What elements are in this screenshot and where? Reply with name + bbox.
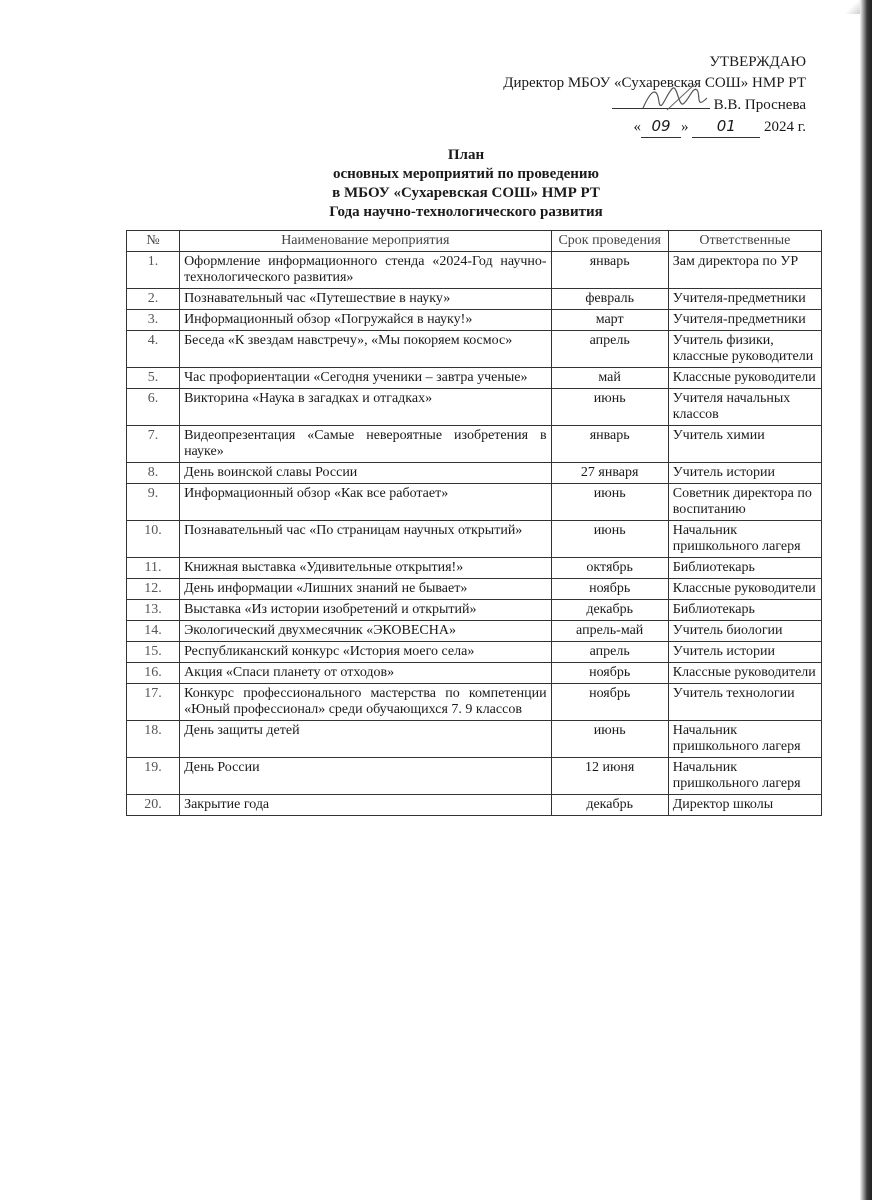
title-line-3: в МБОУ «Сухаревская СОШ» НМР РТ xyxy=(332,185,600,201)
table-row xyxy=(127,663,822,684)
row-event-name: Информационный обзор «Как все работает» xyxy=(180,484,552,521)
approval-date-row xyxy=(503,116,806,138)
date-open-quote: « xyxy=(633,119,642,135)
row-number: 19. xyxy=(127,758,180,795)
document-title xyxy=(0,146,872,222)
date-day: 09 xyxy=(641,116,681,138)
row-term: июнь xyxy=(551,484,668,521)
row-number: 12. xyxy=(127,579,180,600)
table-row xyxy=(127,289,822,310)
table-row xyxy=(127,310,822,331)
table-row xyxy=(127,484,822,521)
table-row xyxy=(127,721,822,758)
row-responsible: Учитель физики, классные руководители xyxy=(668,331,821,368)
date-year: 2024 г. xyxy=(764,119,806,135)
table-row xyxy=(127,795,822,816)
row-event-name: Викторина «Наука в загадках и отгадках» xyxy=(180,389,552,426)
row-responsible: Классные руководители xyxy=(668,663,821,684)
header-resp: Ответственные xyxy=(668,231,821,252)
row-event-name: Акция «Спаси планету от отходов» xyxy=(180,663,552,684)
row-term: ноябрь xyxy=(551,684,668,721)
row-number: 6. xyxy=(127,389,180,426)
approval-signature-row xyxy=(503,94,806,116)
row-number: 5. xyxy=(127,368,180,389)
row-term: декабрь xyxy=(551,600,668,621)
row-number: 11. xyxy=(127,558,180,579)
row-event-name: День России xyxy=(180,758,552,795)
row-number: 1. xyxy=(127,252,180,289)
row-number: 2. xyxy=(127,289,180,310)
row-responsible: Учителя-предметники xyxy=(668,289,821,310)
row-number: 8. xyxy=(127,463,180,484)
row-term: январь xyxy=(551,252,668,289)
row-number: 16. xyxy=(127,663,180,684)
row-event-name: Час профориентации «Сегодня ученики – завтра ученые» xyxy=(180,368,552,389)
row-term: май xyxy=(551,368,668,389)
table-row xyxy=(127,642,822,663)
row-responsible: Учитель истории xyxy=(668,463,821,484)
row-term: апрель-май xyxy=(551,621,668,642)
table-row xyxy=(127,600,822,621)
row-event-name: Оформление информационного стенда «2024-Год научно-технологического развития» xyxy=(180,252,552,289)
table-row xyxy=(127,252,822,289)
row-term: апрель xyxy=(551,642,668,663)
table-row xyxy=(127,558,822,579)
row-responsible: Учитель истории xyxy=(668,642,821,663)
header-term: Срок проведения xyxy=(551,231,668,252)
date-close-quote: » xyxy=(681,119,689,135)
row-term: 27 января xyxy=(551,463,668,484)
row-responsible: Классные руководители xyxy=(668,368,821,389)
row-term: ноябрь xyxy=(551,663,668,684)
row-event-name: Информационный обзор «Погружайся в науку!» xyxy=(180,310,552,331)
row-event-name: День защиты детей xyxy=(180,721,552,758)
row-responsible: Начальник пришкольного лагеря xyxy=(668,721,821,758)
row-number: 7. xyxy=(127,426,180,463)
row-number: 13. xyxy=(127,600,180,621)
header-name: Наименование мероприятия xyxy=(180,231,552,252)
row-responsible: Зам директора по УР xyxy=(668,252,821,289)
table-row xyxy=(127,426,822,463)
table-row xyxy=(127,684,822,721)
table-header-row xyxy=(127,231,822,252)
row-event-name: Познавательный час «Путешествие в науку» xyxy=(180,289,552,310)
row-term: ноябрь xyxy=(551,579,668,600)
row-number: 10. xyxy=(127,521,180,558)
title-line-1: План xyxy=(447,147,485,163)
row-responsible: Директор школы xyxy=(668,795,821,816)
row-responsible: Учитель технологии xyxy=(668,684,821,721)
row-event-name: Экологический двухмесячник «ЭКОВЕСНА» xyxy=(180,621,552,642)
table-row xyxy=(127,463,822,484)
table-row xyxy=(127,621,822,642)
row-term: июнь xyxy=(551,389,668,426)
approval-block xyxy=(503,52,806,138)
row-number: 14. xyxy=(127,621,180,642)
row-responsible: Учителя начальных классов xyxy=(668,389,821,426)
title-line-4: Года научно-технологического развития xyxy=(329,204,603,220)
row-term: декабрь xyxy=(551,795,668,816)
table-body xyxy=(127,252,822,816)
row-number: 15. xyxy=(127,642,180,663)
row-number: 9. xyxy=(127,484,180,521)
row-number: 4. xyxy=(127,331,180,368)
row-term: апрель xyxy=(551,331,668,368)
table-row xyxy=(127,521,822,558)
row-event-name: Конкурс профессионального мастерства по компетенции «Юный профессионал» среди обучающихся 7. 9 классов xyxy=(180,684,552,721)
row-term: февраль xyxy=(551,289,668,310)
row-number: 3. xyxy=(127,310,180,331)
row-responsible: Учитель биологии xyxy=(668,621,821,642)
row-number: 18. xyxy=(127,721,180,758)
events-table xyxy=(126,230,822,816)
title-line-2: основных мероприятий по проведению xyxy=(332,166,600,182)
row-number: 20. xyxy=(127,795,180,816)
header-num: № xyxy=(127,231,180,252)
row-event-name: День воинской славы России xyxy=(180,463,552,484)
row-responsible: Библиотекарь xyxy=(668,558,821,579)
row-term: октябрь xyxy=(551,558,668,579)
row-responsible: Учителя-предметники xyxy=(668,310,821,331)
row-responsible: Классные руководители xyxy=(668,579,821,600)
row-event-name: Республиканский конкурс «История моего села» xyxy=(180,642,552,663)
row-number: 17. xyxy=(127,684,180,721)
row-event-name: Закрытие года xyxy=(180,795,552,816)
row-term: 12 июня xyxy=(551,758,668,795)
table-row xyxy=(127,331,822,368)
row-term: январь xyxy=(551,426,668,463)
approval-heading: УТВЕРЖДАЮ xyxy=(709,54,806,70)
signature-scribble-icon xyxy=(637,80,717,120)
row-responsible: Начальник пришкольного лагеря xyxy=(668,521,821,558)
scan-corner-fold xyxy=(842,0,860,14)
row-event-name: День информации «Лишних знаний не бывает» xyxy=(180,579,552,600)
row-responsible: Учитель химии xyxy=(668,426,821,463)
table-row xyxy=(127,368,822,389)
approval-director-line: Директор МБОУ «Сухаревская СОШ» НМР РТ xyxy=(503,75,806,91)
table-row xyxy=(127,758,822,795)
row-event-name: Выставка «Из истории изобретений и открытий» xyxy=(180,600,552,621)
row-term: июнь xyxy=(551,721,668,758)
row-term: июнь xyxy=(551,521,668,558)
row-event-name: Видеопрезентация «Самые невероятные изобретения в науке» xyxy=(180,426,552,463)
table-row xyxy=(127,579,822,600)
row-responsible: Библиотекарь xyxy=(668,600,821,621)
row-event-name: Познавательный час «По страницам научных открытий» xyxy=(180,521,552,558)
row-event-name: Книжная выставка «Удивительные открытия!» xyxy=(180,558,552,579)
date-month: 01 xyxy=(692,116,760,138)
row-event-name: Беседа «К звездам навстречу», «Мы покоряем космос» xyxy=(180,331,552,368)
approval-name: В.В. Проснева xyxy=(713,97,806,113)
row-term: март xyxy=(551,310,668,331)
row-responsible: Начальник пришкольного лагеря xyxy=(668,758,821,795)
table-row xyxy=(127,389,822,426)
row-responsible: Советник директора по воспитанию xyxy=(668,484,821,521)
